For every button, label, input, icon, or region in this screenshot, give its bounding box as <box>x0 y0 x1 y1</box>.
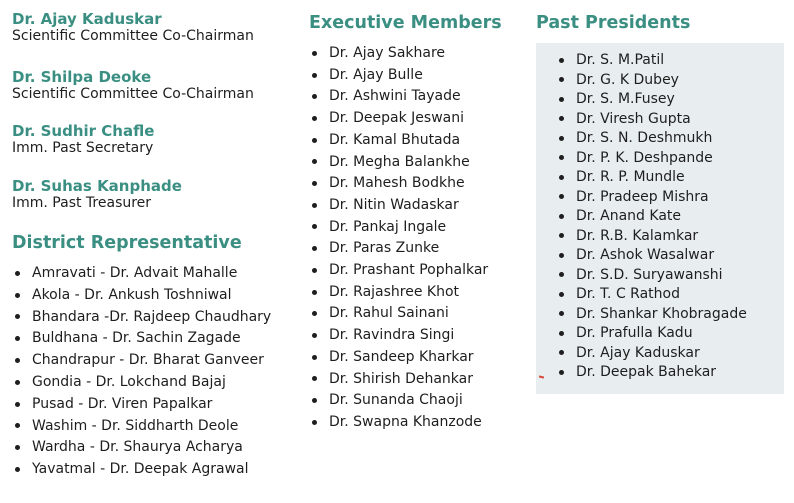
list-item: Dr. S. M.Patil <box>556 51 747 71</box>
list-item: Dr. Ashok Wasalwar <box>556 246 747 266</box>
officer-role: Imm. Past Secretary <box>12 140 154 156</box>
list-item: Dr. S. M.Fusey <box>556 90 747 110</box>
list-item: Dr. Megha Balankhe <box>309 152 488 174</box>
list-item: Yavatmal - Dr. Deepak Agrawal <box>12 459 271 481</box>
list-item: Dr. Ravindra Singi <box>309 325 488 347</box>
list-item: Bhandara -Dr. Rajdeep Chaudhary <box>12 307 271 329</box>
list-item: Dr. Ajay Bulle <box>309 65 488 87</box>
executive-members-heading: Executive Members <box>309 13 502 33</box>
list-item: Dr. Anand Kate <box>556 207 747 227</box>
list-item: Chandrapur - Dr. Bharat Ganveer <box>12 350 271 372</box>
list-item: Dr. Prashant Pophalkar <box>309 260 488 282</box>
list-item: Dr. Rajashree Khot <box>309 282 488 304</box>
list-item: Dr. Deepak Bahekar <box>556 363 747 383</box>
list-item: Buldhana - Dr. Sachin Zagade <box>12 328 271 350</box>
list-item: Dr. Deepak Jeswani <box>309 108 488 130</box>
officer-entry <box>12 11 254 45</box>
list-item: Dr. Viresh Gupta <box>556 110 747 130</box>
list-item: Dr. P. K. Deshpande <box>556 149 747 169</box>
officer-name: Dr. Shilpa Deoke <box>12 68 152 86</box>
list-item: Dr. S.D. Suryawanshi <box>556 266 747 286</box>
list-item: Dr. Swapna Khanzode <box>309 412 488 434</box>
officer-entry <box>12 69 254 103</box>
officer-role: Scientific Committee Co-Chairman <box>12 86 254 102</box>
list-item: Dr. Ajay Kaduskar <box>556 344 747 364</box>
list-item: Dr. Nitin Wadaskar <box>309 195 488 217</box>
officer-name: Dr. Suhas Kanphade <box>12 177 182 195</box>
list-item: Dr. Ashwini Tayade <box>309 86 488 108</box>
list-item: Dr. Mahesh Bodkhe <box>309 173 488 195</box>
list-item: Dr. Rahul Sainani <box>309 303 488 325</box>
district-representative-heading: District Representative <box>12 233 242 253</box>
past-presidents-list <box>556 51 747 383</box>
list-item: Wardha - Dr. Shaurya Acharya <box>12 437 271 459</box>
list-item: Pusad - Dr. Viren Papalkar <box>12 394 271 416</box>
list-item: Dr. Paras Zunke <box>309 238 488 260</box>
officer-entry <box>12 178 182 212</box>
officer-name: Dr. Ajay Kaduskar <box>12 10 162 28</box>
list-item: Dr. Sunanda Chaoji <box>309 390 488 412</box>
executive-members-list <box>309 43 488 434</box>
list-item: Washim - Dr. Siddharth Deole <box>12 416 271 438</box>
officer-entry <box>12 123 154 157</box>
list-item: Dr. R.B. Kalamkar <box>556 227 747 247</box>
list-item: Gondia - Dr. Lokchand Bajaj <box>12 372 271 394</box>
list-item: Dr. Shankar Khobragade <box>556 305 747 325</box>
list-item: Akola - Dr. Ankush Toshniwal <box>12 285 271 307</box>
officer-name: Dr. Sudhir Chafle <box>12 122 155 140</box>
list-item: Dr. G. K Dubey <box>556 71 747 91</box>
list-item: Dr. Ajay Sakhare <box>309 43 488 65</box>
list-item: Dr. Shirish Dehankar <box>309 369 488 391</box>
district-representative-list <box>12 263 271 481</box>
list-item: Dr. Prafulla Kadu <box>556 324 747 344</box>
list-item: Dr. Sandeep Kharkar <box>309 347 488 369</box>
officer-role: Imm. Past Treasurer <box>12 195 152 211</box>
list-item: Amravati - Dr. Advait Mahalle <box>12 263 271 285</box>
list-item: Dr. S. N. Deshmukh <box>556 129 747 149</box>
list-item: Dr. Pradeep Mishra <box>556 188 747 208</box>
past-presidents-heading: Past Presidents <box>536 13 691 33</box>
officer-role: Scientific Committee Co-Chairman <box>12 28 254 44</box>
list-item: Dr. Kamal Bhutada <box>309 130 488 152</box>
past-presidents-panel <box>536 43 784 394</box>
list-item: Dr. Pankaj Ingale <box>309 217 488 239</box>
list-item: Dr. R. P. Mundle <box>556 168 747 188</box>
list-item: Dr. T. C Rathod <box>556 285 747 305</box>
